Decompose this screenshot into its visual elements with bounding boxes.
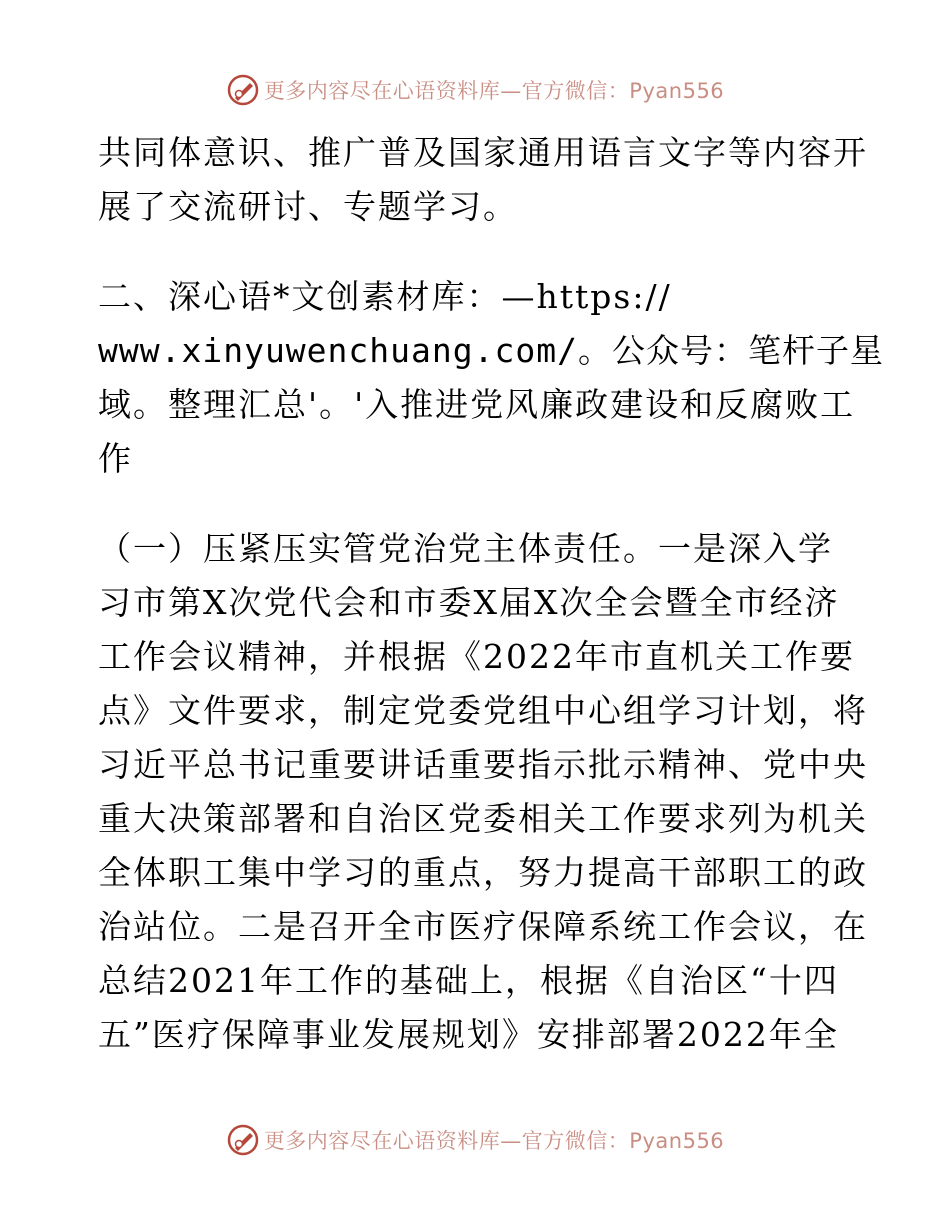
text-line: 总结2021年工作的基础上，根据《自治区“十四 [98, 961, 839, 1000]
text-line: （一）压紧压实管党治党主体责任。一是深入学 [98, 529, 833, 568]
header-watermark [0, 70, 950, 110]
pen-logo-icon [226, 1123, 260, 1157]
url-line: www.xinyuwenchuang.com/。公众号：笔杆子星 [98, 331, 884, 370]
footer-watermark [0, 1120, 950, 1160]
section-heading-2 [98, 270, 884, 486]
watermark-text: 更多内容尽在心语资料库—官方微信：Pyan556 [263, 1129, 725, 1153]
text-line: 作 [98, 439, 133, 478]
pen-logo-icon [226, 73, 260, 107]
text-line: 展了交流研讨、专题学习。 [98, 187, 518, 226]
text-line: 域。整理汇总'。'入推进党风廉政建设和反腐败工 [98, 385, 856, 424]
text-line: 点》文件要求，制定党委党组中心组学习计划，将 [98, 691, 868, 730]
watermark-text: 更多内容尽在心语资料库—官方微信：Pyan556 [263, 79, 725, 103]
text-line: 工作会议精神，并根据《2022年市直机关工作要 [98, 637, 855, 676]
paragraph-3 [98, 522, 868, 1062]
text-line: 五”医疗保障事业发展规划》安排部署2022年全 [98, 1015, 839, 1054]
document-body [98, 126, 884, 1062]
text-line: 习市第X次党代会和市委X届X次全会暨全市经济 [98, 583, 840, 622]
text-line: 习近平总书记重要讲话重要指示批示精神、党中央 [98, 745, 868, 784]
paragraph-1 [98, 126, 868, 234]
text-line: 二、深心语*文创素材库：—https:// [98, 277, 672, 316]
text-line: 重大决策部署和自治区党委相关工作要求列为机关 [98, 799, 868, 838]
text-line: 治站位。二是召开全市医疗保障系统工作会议，在 [98, 907, 868, 946]
text-line: 全体职工集中学习的重点，努力提高干部职工的政 [98, 853, 868, 892]
text-line: 共同体意识、推广普及国家通用语言文字等内容开 [98, 133, 868, 172]
